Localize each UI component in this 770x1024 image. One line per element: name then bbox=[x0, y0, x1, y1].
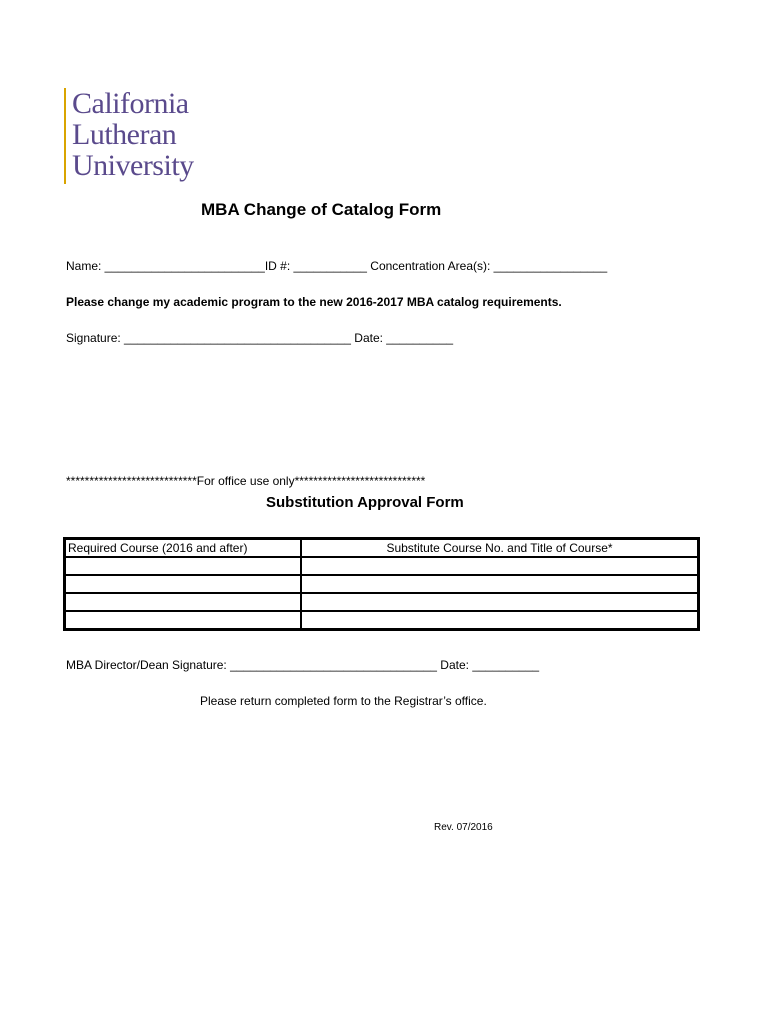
form-title: MBA Change of Catalog Form bbox=[201, 200, 442, 219]
table-row bbox=[65, 575, 699, 593]
return-instruction: Please return completed form to the Registrar’s office. bbox=[200, 694, 487, 708]
name-id-concentration-line: Name: ________________________ID #: ___________ Concentration Area(s): _________________ bbox=[66, 259, 608, 273]
logo-line-1: California bbox=[72, 87, 189, 120]
table-cell[interactable] bbox=[65, 575, 302, 593]
table-cell[interactable] bbox=[65, 611, 302, 630]
office-use-banner: ****************************For office use only**************************** bbox=[66, 474, 426, 488]
header-substitute-course: Substitute Course No. and Title of Course* bbox=[301, 539, 699, 558]
header-required-course: Required Course (2016 and after) bbox=[65, 539, 302, 558]
signature-line: Signature: __________________________________ Date: __________ bbox=[66, 331, 454, 345]
table-row bbox=[65, 593, 699, 611]
table-cell[interactable] bbox=[301, 575, 699, 593]
table-row bbox=[65, 557, 699, 575]
table-header-row bbox=[65, 539, 699, 558]
substitution-table bbox=[63, 537, 700, 631]
logo-line-2: Lutheran bbox=[72, 118, 177, 151]
table-cell[interactable] bbox=[301, 611, 699, 630]
substitution-title: Substitution Approval Form bbox=[266, 494, 464, 511]
table-cell[interactable] bbox=[301, 557, 699, 575]
table-cell[interactable] bbox=[65, 557, 302, 575]
table-cell[interactable] bbox=[301, 593, 699, 611]
director-signature-line: MBA Director/Dean Signature: _______________________________ Date: __________ bbox=[66, 658, 540, 672]
request-statement: Please change my academic program to the new 2016-2017 MBA catalog requirements. bbox=[66, 295, 562, 309]
logo-line-3: University bbox=[72, 149, 194, 182]
table-row bbox=[65, 611, 699, 630]
revision-note: Rev. 07/2016 bbox=[434, 822, 493, 833]
table-cell[interactable] bbox=[65, 593, 302, 611]
university-logo bbox=[64, 88, 226, 184]
